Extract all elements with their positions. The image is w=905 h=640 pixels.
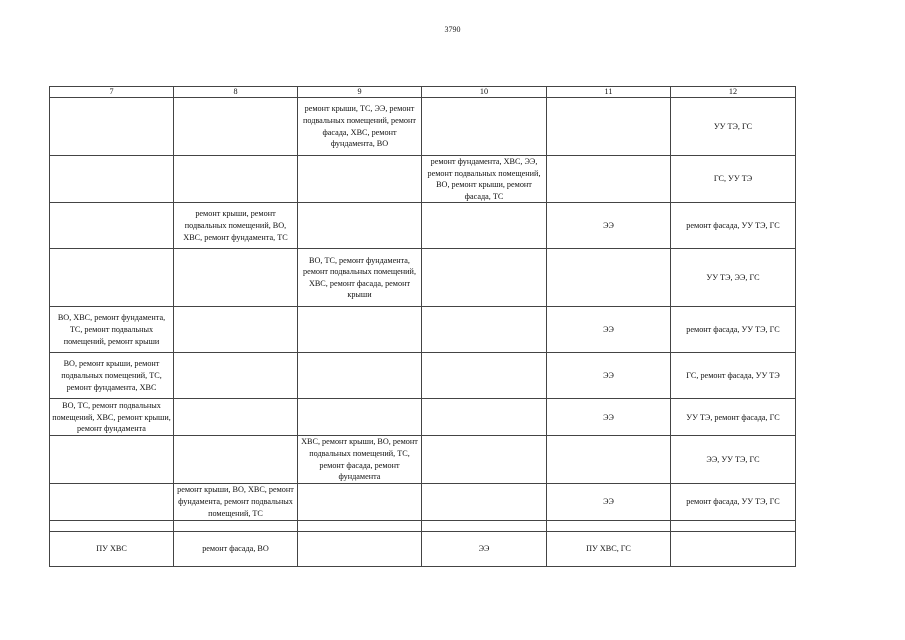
table-row (50, 520, 796, 531)
table-cell (50, 249, 174, 307)
table-cell: ПУ ХВС, ГС (547, 531, 671, 566)
table-row (50, 98, 796, 156)
works-table (49, 86, 796, 567)
table-cell: ВО, ремонт крыши, ремонт подвальных помещений, ТС, ремонт фундамента, ХВС (50, 353, 174, 399)
table-cell: ЭЭ (547, 483, 671, 520)
table-cell (422, 436, 547, 483)
table-cell (422, 520, 547, 531)
page-number: 3790 (444, 25, 461, 34)
table-row (50, 203, 796, 249)
table-cell (298, 156, 422, 203)
table-cell: ЭЭ (547, 307, 671, 353)
table-cell: ремонт фасада, УУ ТЭ, ГС (671, 483, 796, 520)
column-header: 7 (50, 87, 174, 98)
table-cell: УУ ТЭ, ГС (671, 98, 796, 156)
table-cell: УУ ТЭ, ремонт фасада, ГС (671, 399, 796, 436)
table-cell (422, 249, 547, 307)
table-row (50, 436, 796, 483)
table-cell: УУ ТЭ, ЭЭ, ГС (671, 249, 796, 307)
table-row (50, 353, 796, 399)
table-cell (671, 520, 796, 531)
table-cell (547, 249, 671, 307)
table-cell (298, 520, 422, 531)
table-cell (298, 399, 422, 436)
table-cell: ЭЭ (422, 531, 547, 566)
table-cell: ЭЭ (547, 399, 671, 436)
table-cell: ГС, ремонт фасада, УУ ТЭ (671, 353, 796, 399)
table-header-row (50, 87, 796, 98)
table-cell: ремонт крыши, ремонт подвальных помещений, ВО, ХВС, ремонт фундамента, ТС (174, 203, 298, 249)
column-header: 9 (298, 87, 422, 98)
table-cell (174, 353, 298, 399)
column-header: 12 (671, 87, 796, 98)
table-cell: ХВС, ремонт крыши, ВО, ремонт подвальных помещений, ТС, ремонт фасада, ремонт фундамента (298, 436, 422, 483)
table-cell (298, 203, 422, 249)
column-header: 10 (422, 87, 547, 98)
table-cell (174, 98, 298, 156)
table-cell (174, 249, 298, 307)
table-cell (174, 436, 298, 483)
table-cell: ГС, УУ ТЭ (671, 156, 796, 203)
table-cell (50, 203, 174, 249)
table-cell (422, 399, 547, 436)
table-cell (50, 520, 174, 531)
table-cell (422, 98, 547, 156)
table-cell (50, 483, 174, 520)
table-cell (174, 399, 298, 436)
table-cell: ремонт фасада, УУ ТЭ, ГС (671, 203, 796, 249)
table-row (50, 307, 796, 353)
column-header: 8 (174, 87, 298, 98)
table-cell: ВО, ТС, ремонт подвальных помещений, ХВС, ремонт крыши, ремонт фундамента (50, 399, 174, 436)
table-row (50, 249, 796, 307)
table-cell (547, 156, 671, 203)
table-cell: ВО, ХВС, ремонт фундамента, ТС, ремонт подвальных помещений, ремонт крыши (50, 307, 174, 353)
table-cell: ВО, ТС, ремонт фундамента, ремонт подвальных помещений, ХВС, ремонт фасада, ремонт крыши (298, 249, 422, 307)
table-cell (547, 98, 671, 156)
table-cell (671, 531, 796, 566)
table-cell (50, 98, 174, 156)
table-row (50, 531, 796, 566)
table-cell (174, 307, 298, 353)
table-cell: ремонт крыши, ТС, ЭЭ, ремонт подвальных помещений, ремонт фасада, ХВС, ремонт фундамента, ВО (298, 98, 422, 156)
table-cell: ремонт крыши, ВО, ХВС, ремонт фундамента, ремонт подвальных помещений, ТС (174, 483, 298, 520)
table-cell (547, 520, 671, 531)
table-cell: ремонт фасада, ВО (174, 531, 298, 566)
table-cell: ЭЭ (547, 353, 671, 399)
table-cell (298, 531, 422, 566)
table-cell (422, 353, 547, 399)
table-cell: ЭЭ (547, 203, 671, 249)
table-cell (422, 307, 547, 353)
table-cell (174, 156, 298, 203)
table-cell: ПУ ХВС (50, 531, 174, 566)
table-cell: ремонт фасада, УУ ТЭ, ГС (671, 307, 796, 353)
table-row (50, 156, 796, 203)
table-cell (298, 353, 422, 399)
table-cell (298, 483, 422, 520)
table-cell (298, 307, 422, 353)
table-cell (422, 483, 547, 520)
table-cell: ЭЭ, УУ ТЭ, ГС (671, 436, 796, 483)
table-row (50, 483, 796, 520)
table-cell (422, 203, 547, 249)
table-row (50, 399, 796, 436)
table-cell (174, 520, 298, 531)
column-header: 11 (547, 87, 671, 98)
table-cell (547, 436, 671, 483)
table-cell (50, 156, 174, 203)
table-cell (50, 436, 174, 483)
table-cell: ремонт фундамента, ХВС, ЭЭ, ремонт подвальных помещений, ВО, ремонт крыши, ремонт фасада, ТС (422, 156, 547, 203)
